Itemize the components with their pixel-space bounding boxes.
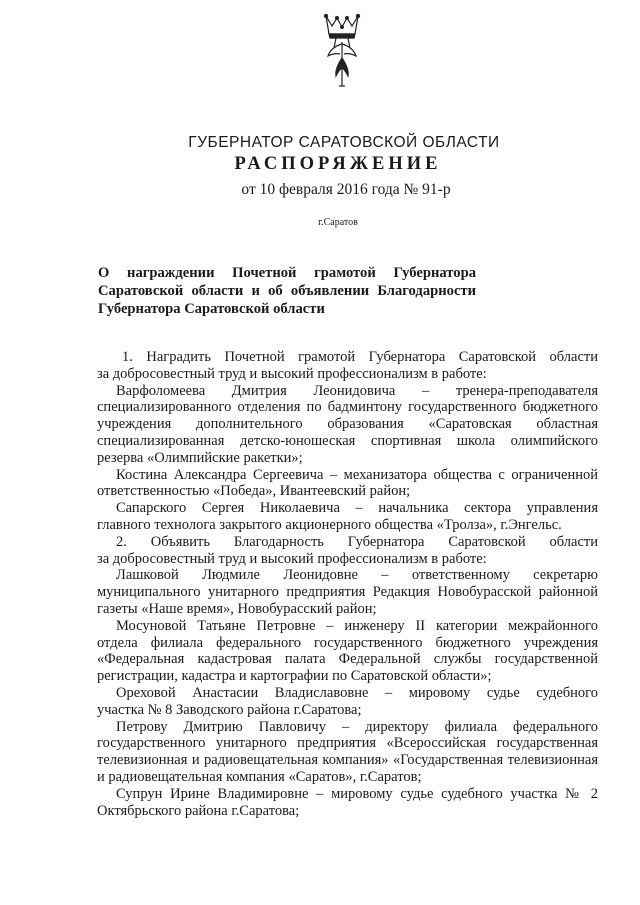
body-line: «Федеральная кадастровая палата Федеральной службы государственной [97, 651, 598, 668]
paragraph-recipient [97, 567, 598, 617]
document-subject [98, 264, 476, 318]
paragraph-recipient [97, 618, 598, 685]
body-line: телевизионная и радиовещательная компания» «Государственная телевизионная [97, 752, 598, 769]
body-line: Петрову Дмитрию Павловичу – директору филиала федерального [116, 718, 598, 735]
body-line: резерва «Олимпийские ракетки»; [97, 449, 303, 466]
paragraph-recipient [97, 786, 598, 820]
body-line: Сапарского Сергея Николаевича – начальника сектора управления [116, 500, 598, 517]
body-line: специализированная детско-юношеская спортивная школа олимпийского [97, 432, 598, 449]
body-line: участка № 8 Заводского района г.Саратова; [97, 701, 362, 718]
subject-line: О награждении Почетной грамотой Губернатора [98, 265, 476, 281]
body-line: за добросовестный труд и высокий профессионализм в работе: [97, 550, 487, 567]
body-line: 2. Объявить Благодарность Губернатора Саратовской области [116, 533, 598, 550]
body-line: Костина Александра Сергеевича – механизатора общества с ограниченной [116, 466, 598, 483]
body-line: Мосуновой Татьяне Петровне – инженеру II категории межрайонного [116, 617, 598, 634]
body-line: за добросовестный труд и высокий профессионализм в работе: [97, 365, 487, 382]
body-line: ответственностью «Победа», Ивантеевский район; [97, 483, 411, 500]
paragraph-awardee [97, 383, 598, 467]
body-line: Ореховой Анастасии Владиславовне – мировому судье судебного [116, 684, 598, 701]
body-line: Супрун Ирине Владимировне – мировому судье судебного участка № 2 [116, 785, 598, 802]
body-line: регистрации, кадастра и картографии по Саратовской области»; [97, 668, 492, 685]
issuer-title: ГУБЕРНАТОР САРАТОВСКОЙ ОБЛАСТИ [188, 134, 500, 151]
body-line: государственного унитарного предприятия «Всероссийская государственная [97, 735, 598, 752]
subject-line: Саратовской области и об объявлении Благодарности [98, 283, 476, 299]
body-line: муниципального унитарного предприятия Редакция Новобурасской районной [97, 584, 598, 601]
body-line: специализированного отделения по бадминтону государственного бюджетного [97, 399, 598, 416]
document-date-number: от 10 февраля 2016 года № 91-р [241, 181, 451, 198]
body-line: Лашковой Людмиле Леонидовне – ответственному секретарю [116, 567, 598, 584]
body-line: Октябрьского района г.Саратова; [97, 802, 300, 819]
body-line: главного технолога закрытого акционерного общества «Тролза», г.Энгельс. [97, 516, 562, 533]
emblem-icon [318, 12, 366, 92]
paragraph-award-intro [97, 349, 598, 383]
paragraph-recipient [97, 685, 598, 719]
paragraph-awardee [97, 500, 598, 534]
paragraph-recipient [97, 719, 598, 786]
paragraph-awardee [97, 467, 598, 501]
body-line: Варфоломеева Дмитрия Леонидовича – тренера-преподавателя [116, 382, 598, 399]
body-line: 1. Наградить Почетной грамотой Губернатора Саратовской области [122, 349, 598, 365]
body-line: отдела филиала федерального государственного бюджетного учреждения [97, 634, 598, 651]
body-line: газеты «Наше время», Новобурасский район; [97, 600, 377, 617]
paragraph-gratitude-intro [97, 534, 598, 568]
document-city: г.Саратов [318, 217, 358, 228]
document-type: РАСПОРЯЖЕНИЕ [234, 154, 442, 174]
body-line: и радиовещательная компания «Саратов», г.Саратов; [97, 768, 422, 785]
body-line: учреждения дополнительного образования «Саратовская областная [97, 416, 598, 433]
subject-line: Губернатора Саратовской области [98, 301, 325, 317]
document-body [97, 349, 598, 819]
